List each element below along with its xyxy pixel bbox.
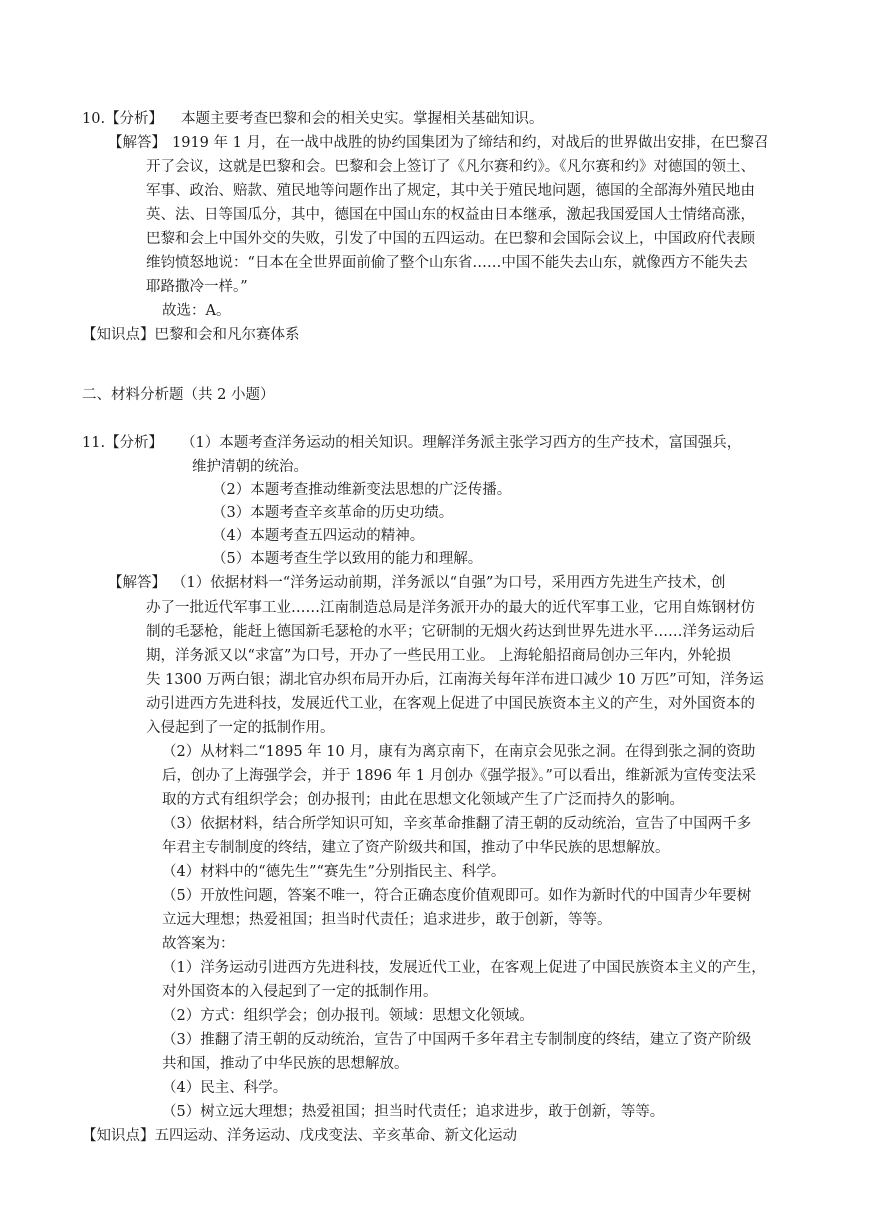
q10-analysis-text: 本题主要考查巴黎和会的相关史实。掌握相关基础知识。	[181, 111, 544, 127]
q11-final-answer-line: （5）树立远大理想；热爱祖国；担当时代责任；追求进步，敢于创新，等等。	[162, 1104, 665, 1120]
q11-knowledge-point	[82, 1124, 517, 1148]
q11-answer-line: （2）从材料二“1895 年 10 月，康有为离京南下，在南京会见张之洞。在得到张之洞的资助	[162, 744, 756, 760]
q10-answer-line: 开了会议，这就是巴黎和会。巴黎和会上签订了《凡尔赛和约》。《凡尔赛和约》对德国的领土、	[146, 159, 755, 175]
q10-answer-line: 英、法、日等国瓜分，其中，德国在中国山东的权益由日本继承，激起我国爱国人士情绪高涨，	[146, 207, 755, 223]
q11-answer-line: 失 1300 万两白银；湖北官办织布局开办后，江南海关每年洋布进口减少 10 万匹”可知，洋务运	[146, 672, 764, 688]
q11-analysis-line: （4）本题考查五四运动的精神。	[212, 528, 425, 544]
q10-knowledge-point	[82, 323, 300, 347]
q11-final-answer-line: 对外国资本的入侵起到了一定的抵制作用。	[162, 984, 438, 1000]
q10-kp-tag: 【知识点】	[82, 327, 155, 343]
q10-answer-line: 军事、政治、赔款、殖民地等问题作出了规定，其中关于殖民地问题，德国的全部海外殖民地由	[146, 183, 755, 199]
q10-choice: 故选：A。	[162, 303, 231, 319]
q11-answer-line: 取的方式有组织学会；创办报刊；由此在思想文化领域产生了广泛而持久的影响。	[162, 792, 684, 808]
q10-analysis-line	[82, 107, 544, 131]
q11-answer-line: （4）材料中的“德先生”“赛先生”分别指民主、科学。	[162, 864, 506, 880]
q10-answer-text: 1919 年 1 月，在一战中战胜的协约国集团为了缔结和约，对战后的世界做出安排，在巴黎召	[172, 135, 769, 151]
q11-answer-text: （1）依据材料一“洋务运动前期，洋务派以“自强”为口号，采用西方先进生产技术，创	[172, 575, 726, 591]
q11-analysis-text: （1）本题考查洋务运动的相关知识。理解洋务派主张学习西方的生产技术，富国强兵，	[181, 435, 742, 451]
q11-answer-line: 年君主专制制度的终结，建立了资产阶级共和国，推动了中华民族的思想解放。	[162, 840, 670, 856]
q10-number: 10.	[82, 111, 106, 127]
q11-analysis-line: （2）本题考查推动维新变法思想的广泛传播。	[212, 482, 512, 498]
q10-answer-line: 巴黎和会上中国外交的失败，引发了中国的五四运动。在巴黎和会国际会议上，中国政府代表顾	[146, 231, 755, 247]
q11-answer-line: 立远大理想；热爱祖国；担当时代责任；追求进步，敢于创新，等等。	[162, 912, 612, 928]
q10-answer-line: 耶路撒冷一样。”	[146, 279, 248, 295]
q11-answer-tag: 【解答】	[108, 575, 166, 591]
q11-answer-line: （5）开放性问题，答案不唯一，符合正确态度价值观即可。如作为新时代的中国青少年要树	[162, 888, 752, 904]
q10-answer-tag: 【解答】	[108, 135, 166, 151]
q11-answer-line: 制的毛瑟枪，能赶上德国新毛瑟枪的水平；它研制的无烟火药达到世界先进水平……洋务运动后	[146, 624, 755, 640]
q11-kp-tag: 【知识点】	[82, 1128, 155, 1144]
q11-answer-line-1	[108, 571, 725, 595]
q11-analysis-line: 维护清朝的统治。	[192, 459, 308, 475]
section-title: 二、材料分析题（共 2 小题）	[82, 387, 275, 403]
q10-answer-line-1	[108, 131, 768, 155]
q11-answer-intro: 故答案为：	[162, 936, 235, 952]
q11-analysis-line: （5）本题考查生学以致用的能力和理解。	[212, 551, 483, 567]
q11-final-answer-line: （3）推翻了清王朝的反动统治，宣告了中国两千多年君主专制制度的终结，建立了资产阶级	[162, 1032, 752, 1048]
q11-final-answer-line: 共和国，推动了中华民族的思想解放。	[162, 1056, 409, 1072]
q11-answer-line: 办了一批近代军事工业……江南制造总局是洋务派开办的最大的近代军事工业，它用自炼钢材仿	[146, 600, 755, 616]
q11-final-answer-line: （1）洋务运动引进西方先进科技，发展近代工业，在客观上促进了中国民族资本主义的产生，	[162, 960, 766, 976]
q11-answer-line: 动引进西方先进科技，发展近代工业，在客观上促进了中国民族资本主义的产生，对外国资本的	[146, 696, 755, 712]
q11-final-answer-line: （4）民主、科学。	[162, 1080, 288, 1096]
q11-answer-line: （3）依据材料，结合所学知识可知，辛亥革命推翻了清王朝的反动统治，宣告了中国两千多	[162, 816, 752, 832]
q11-analysis-line: （3）本题考查辛亥革命的历史功绩。	[212, 505, 454, 521]
q10-kp-text: 巴黎和会和凡尔赛体系	[154, 327, 300, 343]
q11-answer-line: 期，洋务派又以“求富”为口号，开办了一些民用工业。 上海轮船招商局创办三年内，外轮损	[146, 648, 731, 664]
q10-analysis-tag: 【分析】	[105, 111, 164, 127]
q11-number: 11.	[82, 435, 106, 451]
q11-analysis-tag: 【分析】	[105, 435, 164, 451]
q10-answer-line: 维钧愤怒地说：“日本在全世界面前偷了整个山东省……中国不能失去山东，就像西方不能失去	[146, 255, 748, 271]
q11-kp-text: 五四运动、洋务运动、戊戌变法、辛亥革命、新文化运动	[154, 1128, 517, 1144]
q11-answer-line: 入侵起到了一定的抵制作用。	[146, 720, 335, 736]
q11-final-answer-line: （2）方式：组织学会；创办报刊。领域：思想文化领域。	[162, 1008, 534, 1024]
q11-analysis-line-1	[82, 431, 741, 455]
q11-answer-line: 后，创办了上海强学会，并于 1896 年 1 月创办《强学报》。”可以看出，维新派为宣传变法采	[162, 768, 756, 784]
